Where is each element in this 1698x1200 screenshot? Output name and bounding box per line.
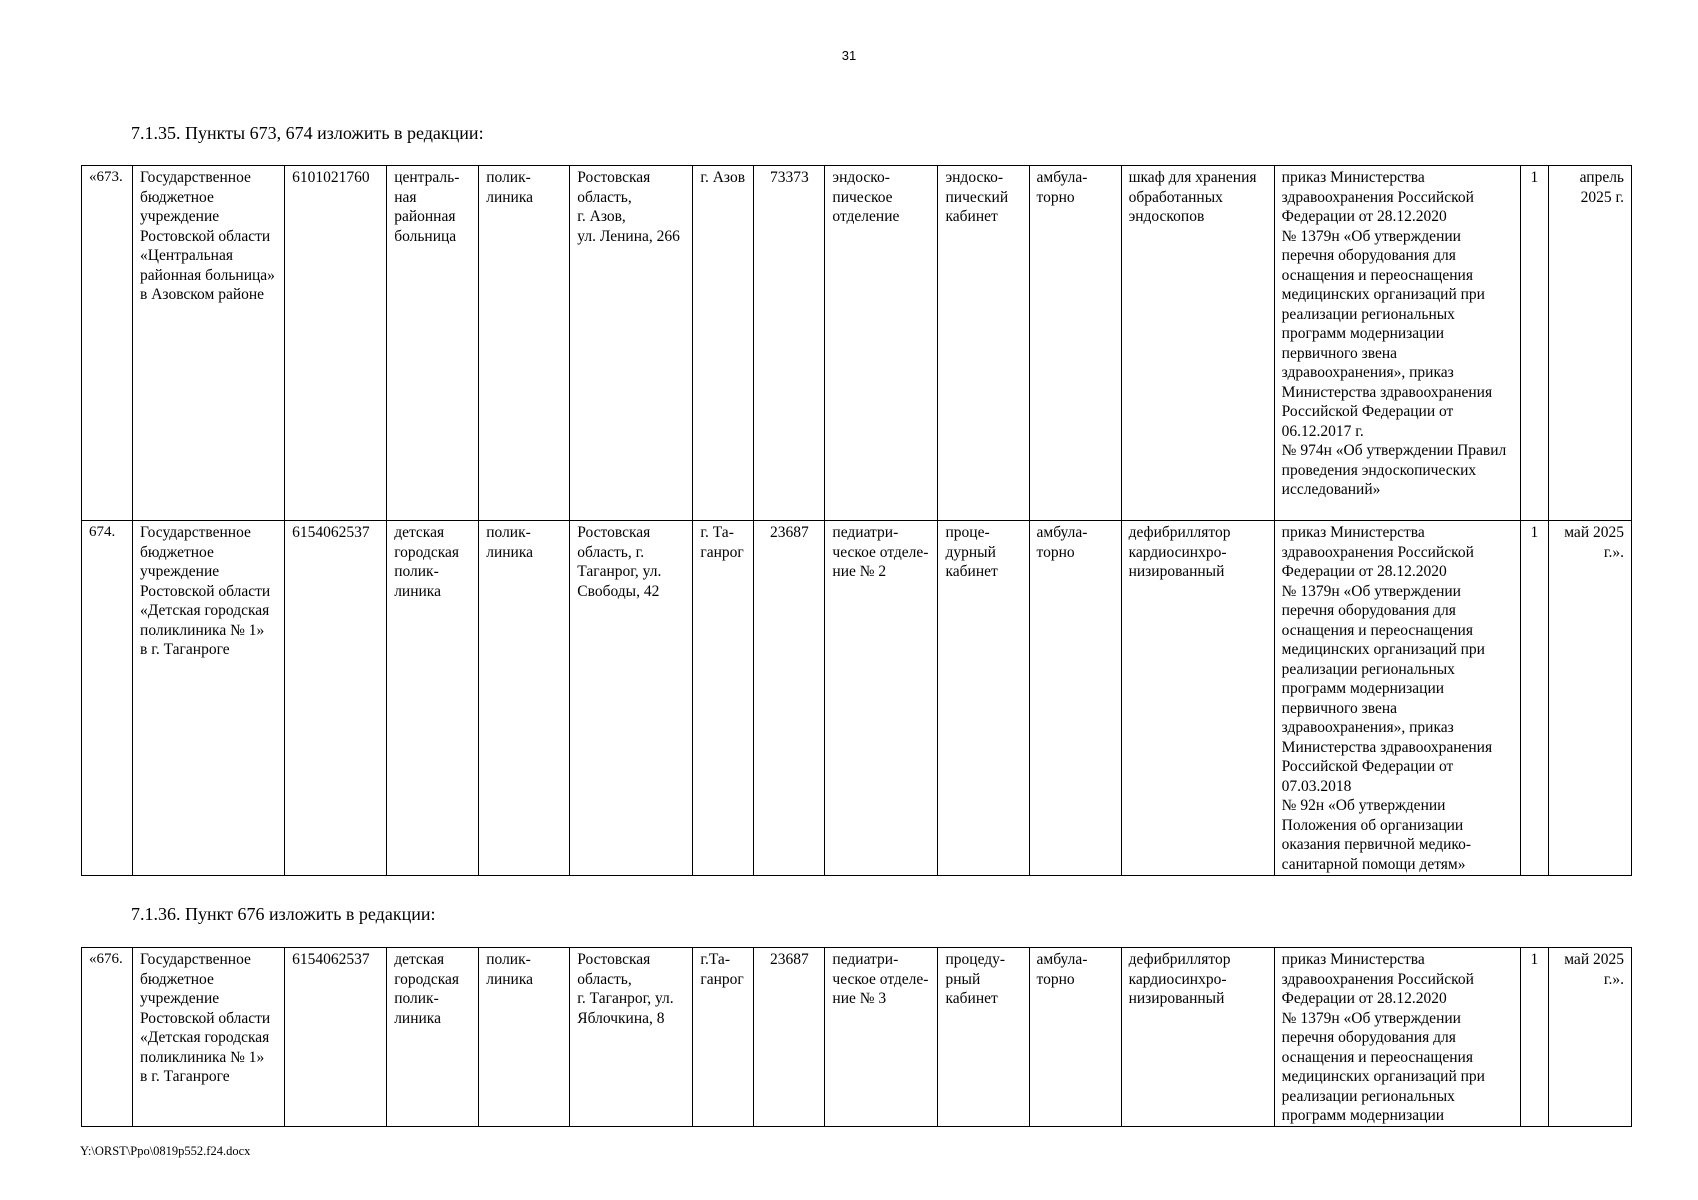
inn-value: 6154062537	[285, 948, 387, 1127]
table-row-674	[82, 521, 1632, 876]
inn-value: 6101021760	[285, 166, 387, 521]
department: педиатрическое отделение № 2	[825, 521, 938, 876]
city: г.Таганрог	[693, 948, 754, 1127]
care-mode: амбулаторно	[1029, 166, 1121, 521]
legal-basis: приказ Министерства здравоохранения Российской Федерации от 28.12.2020 № 1379н «Об утверждении перечня оборудования для оснащения и переоснащения медицинских организаций при реализации региональных программ модернизации первичного звена здравоохранения», приказ Министерства здравоохранения Российской Федерации от 06.12.2017 г. № 974н «Об утверждении Правил проведения эндоскопических исследований»	[1274, 166, 1520, 521]
equipment-table-7-1-35	[81, 165, 1632, 876]
organization-name: Государственное бюджетное учреждение Ростовской области «Детская городская поликлиника № 1» в г. Таганроге	[133, 948, 285, 1127]
room: эндоскопический кабинет	[938, 166, 1029, 521]
equipment: дефибриллятор кардиосинхронизированный	[1121, 521, 1274, 876]
city: г. Азов	[693, 166, 754, 521]
department: эндоскопическое отделение	[825, 166, 938, 521]
structural-unit: поликлиника	[479, 521, 570, 876]
page-number: 31	[841, 48, 857, 63]
city: г. Таганрог	[693, 521, 754, 876]
equipment-table-7-1-36	[81, 947, 1632, 1127]
code-value: 73373	[754, 166, 825, 521]
structural-unit: поликлиника	[479, 166, 570, 521]
row-number: 674.	[82, 521, 133, 876]
section-title-7-1-36: 7.1.36. Пункт 676 изложить в редакции:	[131, 904, 436, 924]
department: педиатрическое отделение № 3	[825, 948, 938, 1127]
address: Ростовская область, г. Таганрог, ул. Свободы, 42	[570, 521, 693, 876]
table-row-676	[82, 948, 1632, 1127]
organization-type: центральная районная больница	[387, 166, 479, 521]
room: процедурный кабинет	[938, 948, 1029, 1127]
quantity: 1	[1520, 948, 1548, 1127]
organization-name: Государственное бюджетное учреждение Ростовской области «Центральная районная больница» в Азовском районе	[133, 166, 285, 521]
code-value: 23687	[754, 521, 825, 876]
inn-value: 6154062537	[285, 521, 387, 876]
delivery-date: май 2025 г.».	[1548, 521, 1631, 876]
table-row-673	[82, 166, 1632, 521]
quantity: 1	[1520, 166, 1548, 521]
organization-type: детская городская поликлиника	[387, 948, 479, 1127]
legal-basis: приказ Министерства здравоохранения Российской Федерации от 28.12.2020 № 1379н «Об утверждении перечня оборудования для оснащения и переоснащения медицинских организаций при реализации региональных программ модернизации	[1274, 948, 1520, 1127]
delivery-date: май 2025 г.».	[1548, 948, 1631, 1127]
row-number: «676.	[82, 948, 133, 1127]
code-value: 23687	[754, 948, 825, 1127]
care-mode: амбулаторно	[1029, 948, 1121, 1127]
structural-unit: поликлиника	[479, 948, 570, 1127]
organization-name: Государственное бюджетное учреждение Ростовской области «Детская городская поликлиника № 1» в г. Таганроге	[133, 521, 285, 876]
room: процедурный кабинет	[938, 521, 1029, 876]
legal-basis: приказ Министерства здравоохранения Российской Федерации от 28.12.2020 № 1379н «Об утверждении перечня оборудования для оснащения и переоснащения медицинских организаций при реализации региональных программ модернизации первичного звена здравоохранения», приказ Министерства здравоохранения Российской Федерации от 07.03.2018 № 92н «Об утверждении Положения об организации оказания первичной медико-санитарной помощи детям»	[1274, 521, 1520, 876]
section-title-7-1-35: 7.1.35. Пункты 673, 674 изложить в редакции:	[131, 123, 484, 143]
organization-type: детская городская поликлиника	[387, 521, 479, 876]
address: Ростовская область, г. Таганрог, ул. Яблочкина, 8	[570, 948, 693, 1127]
care-mode: амбулаторно	[1029, 521, 1121, 876]
equipment: шкаф для хранения обработанных эндоскопов	[1121, 166, 1274, 521]
delivery-date: апрель 2025 г.	[1548, 166, 1631, 521]
file-path-footer: Y:\ORST\Ppo\0819p552.f24.docx	[80, 1144, 251, 1158]
equipment: дефибриллятор кардиосинхронизированный	[1121, 948, 1274, 1127]
address: Ростовская область, г. Азов, ул. Ленина, 266	[570, 166, 693, 521]
quantity: 1	[1520, 521, 1548, 876]
row-number: «673.	[82, 166, 133, 521]
